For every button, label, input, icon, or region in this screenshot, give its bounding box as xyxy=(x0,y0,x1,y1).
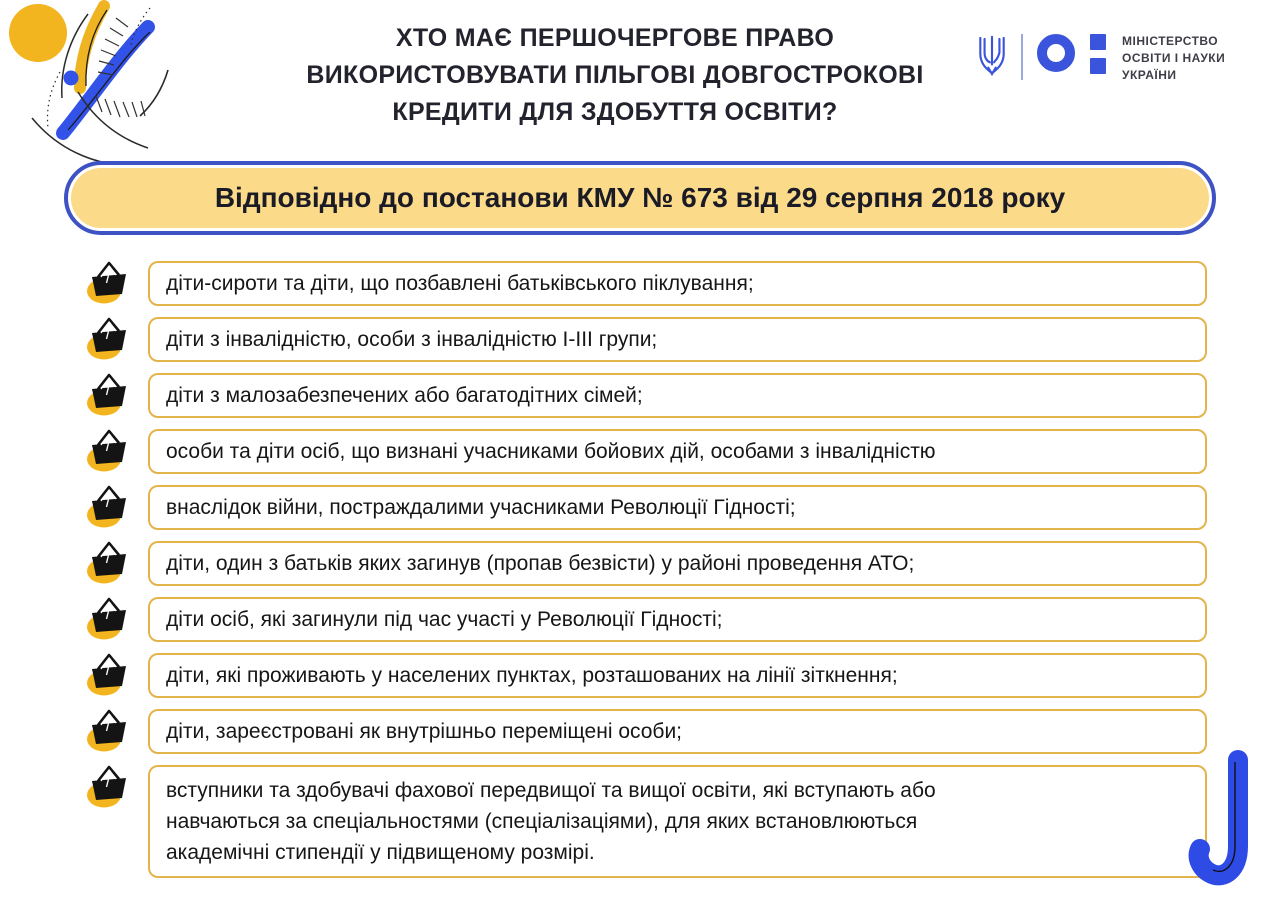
list-item-box xyxy=(148,765,1207,878)
title-line-2: ВИКОРИСТОВУВАТИ ПІЛЬГОВІ ДОВГОСТРОКОВІ xyxy=(306,61,924,89)
binder-clip-icon xyxy=(85,373,131,419)
list-item-box xyxy=(148,653,1207,698)
ministry-logo xyxy=(975,32,1225,84)
list-item-text: внаслідок війни, постраждалими учасниками Революції Гідності; xyxy=(166,496,796,519)
list-item xyxy=(85,653,1207,699)
logo-square xyxy=(1090,58,1106,74)
list-item xyxy=(85,317,1207,363)
title-line-3: КРЕДИТИ ДЛЯ ЗДОБУТТЯ ОСВІТИ? xyxy=(392,98,838,126)
binder-clip-icon xyxy=(85,765,131,811)
list-item-text: діти, зареєстровані як внутрішньо переміщені особи; xyxy=(166,720,683,743)
logo-divider xyxy=(1021,34,1023,80)
list-item xyxy=(85,709,1207,755)
list-item-box xyxy=(148,485,1207,530)
ministry-name-line: УКРАЇНИ xyxy=(1122,68,1177,82)
binder-clip-icon xyxy=(85,485,131,531)
decree-banner xyxy=(64,161,1216,235)
blue-dot xyxy=(64,71,79,86)
logo-square xyxy=(1090,34,1106,50)
list-item xyxy=(85,429,1207,475)
list-item-text: особи та діти осіб, що визнані учасниками бойових дій, особами з інвалідністю xyxy=(166,440,936,463)
list-item-box xyxy=(148,709,1207,754)
mon-logo-mark-icon xyxy=(1037,34,1106,74)
list-item xyxy=(85,485,1207,531)
ministry-name xyxy=(1122,33,1225,84)
list-item xyxy=(85,765,1207,878)
list-item-text: діти, які проживають у населених пунктах, розташованих на лінії зіткнення; xyxy=(166,664,898,687)
j-decoration xyxy=(1186,748,1256,898)
ministry-name-line: МІНІСТЕРСТВО xyxy=(1122,34,1219,48)
list-item-text: діти з інвалідністю, особи з інвалідністю І-ІІІ групи; xyxy=(166,328,658,351)
list-item-box xyxy=(148,541,1207,586)
list-item-text: діти осіб, які загинули під час участі у Революції Гідності; xyxy=(166,608,723,631)
list-item-box xyxy=(148,597,1207,642)
list-item-text: діти, один з батьків яких загинув (пропав безвісти) у районі проведення АТО; xyxy=(166,552,915,575)
binder-clip-icon xyxy=(85,597,131,643)
ministry-name-line: ОСВІТИ І НАУКИ xyxy=(1122,51,1226,65)
list-item-text: вступники та здобувачі фахової передвищої та вищої освіти, які вступають або навчаються за спеціальностями (спеціалізаціями), для яких встановлюються академічні стипендії у підвищеному розмірі. xyxy=(166,779,936,864)
list-item-box xyxy=(148,261,1207,306)
logo-ring xyxy=(1037,34,1075,72)
list-item-text: діти-сироти та діти, що позбавлені батьківського піклування; xyxy=(166,272,754,295)
beneficiary-list xyxy=(85,261,1207,888)
list-item-box xyxy=(148,429,1207,474)
title-line-1: ХТО МАЄ ПЕРШОЧЕРГОВЕ ПРАВО xyxy=(395,24,835,52)
list-item xyxy=(85,597,1207,643)
list-item xyxy=(85,541,1207,587)
trident-icon xyxy=(975,32,1009,82)
list-item-box xyxy=(148,373,1207,418)
binder-clip-icon xyxy=(85,653,131,699)
list-item xyxy=(85,261,1207,307)
binder-clip-icon xyxy=(85,429,131,475)
binder-clip-icon xyxy=(85,317,131,363)
list-item-text: діти з малозабезпечених або багатодітних сімей; xyxy=(166,384,643,407)
binder-clip-icon xyxy=(85,709,131,755)
list-item xyxy=(85,373,1207,419)
binder-clip-icon xyxy=(85,541,131,587)
list-item-box xyxy=(148,317,1207,362)
decree-banner-text: Відповідно до постанови КМУ № 673 від 29 серпня 2018 року xyxy=(214,182,1066,213)
binder-clip-icon xyxy=(85,261,131,307)
yellow-dot xyxy=(9,4,67,62)
page-title xyxy=(280,20,950,131)
